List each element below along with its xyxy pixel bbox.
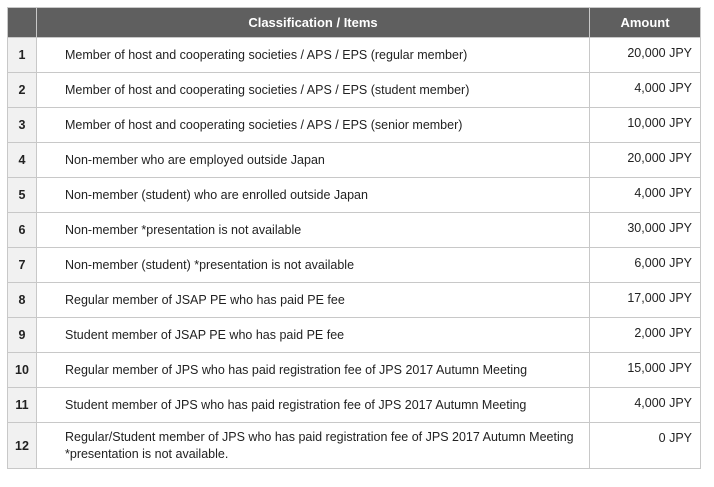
row-amount: 2,000 JPY (590, 318, 701, 353)
registration-fee-table (7, 7, 701, 469)
row-amount: 4,000 JPY (590, 388, 701, 423)
row-number: 4 (8, 143, 37, 178)
row-item: Member of host and cooperating societies / APS / EPS (senior member) (37, 108, 590, 143)
row-number: 1 (8, 38, 37, 73)
row-item: Member of host and cooperating societies / APS / EPS (student member) (37, 73, 590, 108)
table-row (8, 248, 701, 283)
row-item: Regular/Student member of JPS who has paid registration fee of JPS 2017 Autumn Meeting *presentation is not available. (37, 423, 590, 469)
row-item: Regular member of JSAP PE who has paid PE fee (37, 283, 590, 318)
table-row (8, 143, 701, 178)
row-amount: 4,000 JPY (590, 178, 701, 213)
table-row (8, 283, 701, 318)
row-amount: 10,000 JPY (590, 108, 701, 143)
table-row (8, 318, 701, 353)
row-amount: 15,000 JPY (590, 353, 701, 388)
row-item: Non-member (student) who are enrolled outside Japan (37, 178, 590, 213)
fee-table-container (7, 7, 700, 469)
table-row (8, 388, 701, 423)
header-amount: Amount (590, 8, 701, 38)
row-amount: 20,000 JPY (590, 38, 701, 73)
row-item: Member of host and cooperating societies / APS / EPS (regular member) (37, 38, 590, 73)
table-row (8, 353, 701, 388)
row-amount: 30,000 JPY (590, 213, 701, 248)
row-number: 3 (8, 108, 37, 143)
row-item: Regular member of JPS who has paid registration fee of JPS 2017 Autumn Meeting (37, 353, 590, 388)
table-row (8, 178, 701, 213)
row-amount: 4,000 JPY (590, 73, 701, 108)
row-item: Non-member who are employed outside Japan (37, 143, 590, 178)
table-row (8, 38, 701, 73)
row-amount: 6,000 JPY (590, 248, 701, 283)
row-amount: 20,000 JPY (590, 143, 701, 178)
row-number: 10 (8, 353, 37, 388)
row-item: Non-member (student) *presentation is not available (37, 248, 590, 283)
row-number: 6 (8, 213, 37, 248)
header-classification-items: Classification / Items (37, 8, 590, 38)
row-number: 9 (8, 318, 37, 353)
row-item: Non-member *presentation is not available (37, 213, 590, 248)
row-item: Student member of JSAP PE who has paid PE fee (37, 318, 590, 353)
table-row (8, 213, 701, 248)
row-number: 2 (8, 73, 37, 108)
table-row (8, 423, 701, 469)
table-row (8, 108, 701, 143)
table-row (8, 73, 701, 108)
row-amount: 0 JPY (590, 423, 701, 469)
row-number: 11 (8, 388, 37, 423)
row-number: 7 (8, 248, 37, 283)
row-number: 8 (8, 283, 37, 318)
header-number-cell (8, 8, 37, 38)
table-header-row (8, 8, 701, 38)
row-amount: 17,000 JPY (590, 283, 701, 318)
row-number: 12 (8, 423, 37, 469)
row-number: 5 (8, 178, 37, 213)
row-item: Student member of JPS who has paid registration fee of JPS 2017 Autumn Meeting (37, 388, 590, 423)
